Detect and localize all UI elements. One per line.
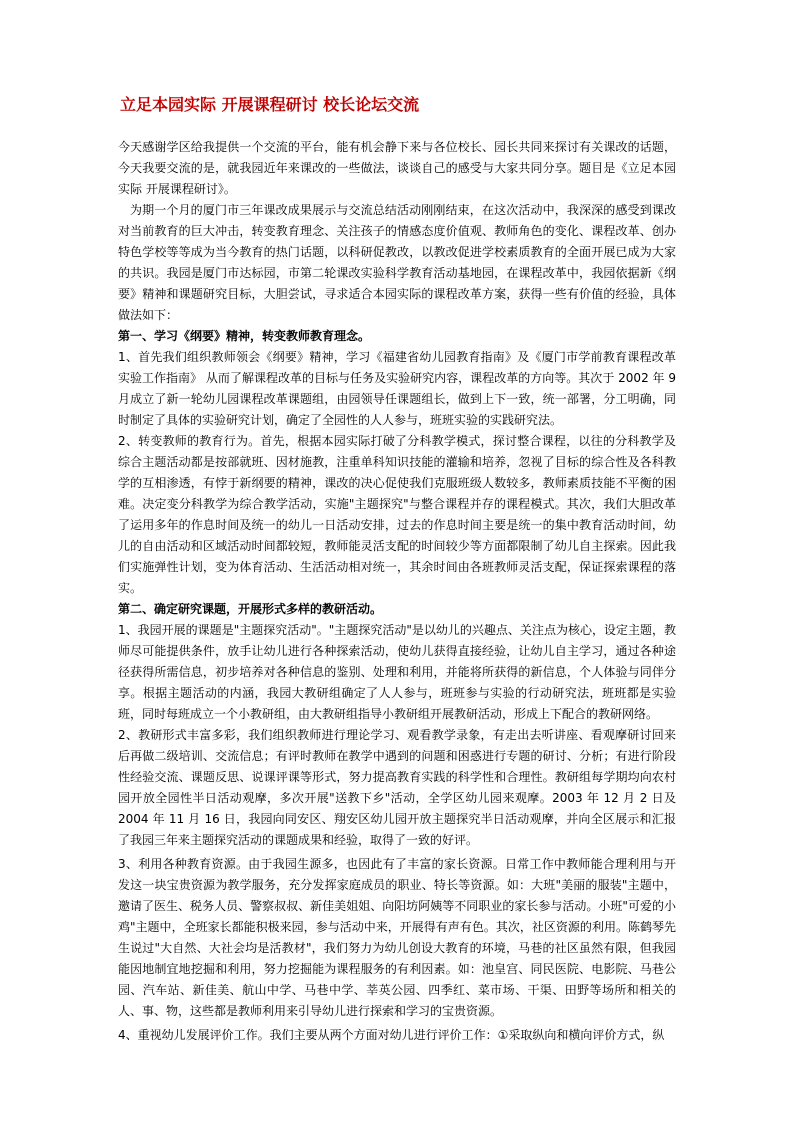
section-2-item-4: 4、重视幼儿发展评价工作。我们主要从两个方面对幼儿进行评价工作：①采取纵向和横向评价方式，纵 (118, 1028, 665, 1042)
section-2-item-1: 1、我园开展的课题是"主题探究活动"。"主题探究活动"是以幼儿的兴趣点、关注点为核心，设定主题，教师尽可能提供条件，放手让幼儿进行各种探索活动，使幼儿获得直接经验，让幼儿自主学习，通过各种途径获得所需信息，初步培养对各种信息的鉴别、处理和利用，并能将所获得的新信息，个人体验与同伴分享。根据主题活动的内涵，我园大教研组确定了人人参与，班班参与实验的行动研究法，班班都是实验班，同时每班成立一个小教研组，由大教研组指导小教研组开展教研活动，形成上下配合的教研网络。 (118, 623, 676, 721)
background-paragraph: 为期一个月的厦门市三年课改成果展示与交流总结活动刚刚结束，在这次活动中，我深深的感受到课改对当前教育的巨大冲击，转变教育理念、关注孩子的情感态度价值观、教师角色的变化、课程改革、创办特色学校等等成为当今教育的热门话题，以科研促教改，以教改促进学校素质教育的全面开展已成为大家的共识。我园是厦门市达标园，市第二轮课改实验科学教育活动基地园，在课程改革中，我园依据新《纲要》精神和课题研究目标，大胆尝试，寻求适合本园实际的课程改革方案，获得一些有价值的经验，具体做法如下： (118, 203, 676, 322)
section-2-item-2: 2、教研形式丰富多彩，我们组织教师进行理论学习、观看教学录象，有走出去听讲座、看观摩研讨回来后再做二级培训、交流信息；有评时教师在教学中遇到的问题和困惑进行专题的研讨、分析；有进行阶段性经验交流、课题反思、说课评课等形式，努力提高教育实践的科学性和合理性。教研组每学期均向农村园开放全园性半日活动观摩，多次开展"送教下乡"活动，全学区幼儿园来观摩。2003 年 12 月 2 日及 2004 年 11 月 16 日，我园向同安区、翔安区幼儿园开放主题探究半日活动观摩，并向全区展示和汇报了我园三年来主题探究活动的课题成果和经验，取得了一致的好评。 (118, 728, 676, 847)
section-1-item-1: 1、首先我们组织教师领会《纲要》精神，学习《福建省幼儿园教育指南》及《厦门市学前教育课程改革实验工作指南》 从而了解课程改革的目标与任务及实验研究内容，课程改革的方向等。其次于 2002 年 9 月成立了新一轮幼儿园课程改革课题组，由园领导任课题组长，做到上下一致，统一部署，分工明确，同时制定了具体的实验研究计划，确定了全园性的人人参与，班班实验的实践研究法。 (118, 350, 676, 427)
section-1-item-2: 2、转变教师的教育行为。首先，根据本园实际打破了分科教学模式，探讨整合课程，以往的分科教学及综合主题活动都是按部就班、因材施教，注重单科知识技能的灌输和培养，忽视了目标的综合性及各科教学的互相渗透，有悖于新纲要的精神，课改的决心促使我们克服班级人数较多，教师素质技能不平衡的困难。决定变分科教学为综合教学活动，实施"主题探究"与整合课程并存的课程模式。其次，我们大胆改革了运用多年的作息时间及统一的幼儿一日活动安排，过去的作息时间主要是统一的集中教育活动时间，幼儿的自由活动和区域活动时间都较短，教师能灵活支配的时间较少等方面都限制了幼儿自主探索。因此我们实施弹性计划，变为体育活动、生活活动相对统一，其余时间由各班教师灵活支配，保证探索课程的落实。 (118, 434, 676, 595)
section-2-item-3: 3、利用各种教育资源。由于我园生源多，也因此有了丰富的家长资源。日常工作中教师能合理利用与开发这一块宝贵资源为教学服务，充分发挥家庭成员的职业、特长等资源。如：大班"美丽的服装"主题中，邀请了医生、税务人员、警察叔叔、新佳美姐姐、向阳坊阿姨等不同职业的家长参与活动。小班"可爱的小鸡"主题中，全班家长都能积极来园，参与活动中来，开展得有声有色。其次，社区资源的利用。陈鹤琴先生说过"大自然、大社会均是活教材"，我们努力为幼儿创设大教育的环境，马巷的社区虽然有限，但我园能因地制宜地挖掘和利用，努力挖掘能为课程服务的有利因素。如：池皇宫、同民医院、电影院、马巷公园、汽车站、新佳美、航山中学、马巷中学、莘英公园、四季红、菜市场、干渠、田野等场所和相关的人、事、物，这些都是教师利用来引导幼儿进行探索和学习的宝贵资源。 (118, 857, 676, 1018)
section-heading-2: 第二、确定研究课题，开展形式多样的教研活动。 (118, 602, 383, 616)
section-heading-1: 第一、学习《纲要》精神，转变教师教育理念。 (118, 329, 371, 343)
document-title: 立足本园实际 开展课程研讨 校长论坛交流 (120, 95, 420, 114)
document-body (118, 137, 676, 1046)
intro-paragraph: 今天感谢学区给我提供一个交流的平台，能有机会静下来与各位校长、园长共同来探讨有关课改的话题，今天我要交流的是，就我园近年来课改的一些做法，谈谈自己的感受与大家共同分享。题目是《立足本园实际 开展课程研讨》。 (118, 140, 676, 196)
